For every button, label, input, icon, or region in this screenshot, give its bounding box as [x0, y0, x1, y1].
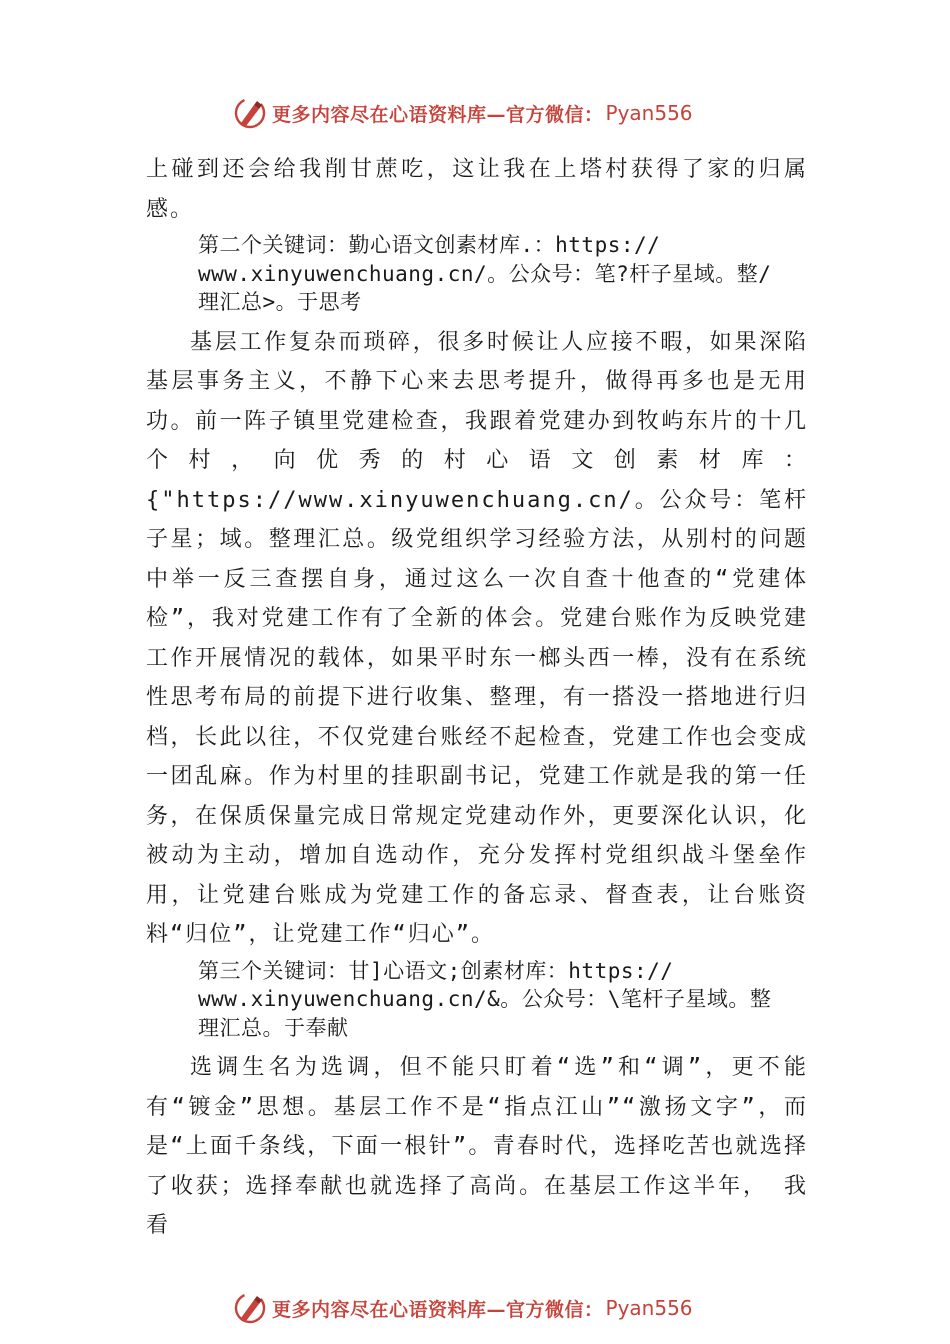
ink-pen-logo-icon [232, 1290, 268, 1326]
keyword-2-heading [198, 231, 808, 317]
keyword-3-line-3: 理汇总。于奉献 [198, 1015, 349, 1040]
footer-wechat-handle: Pyan556 [605, 1296, 693, 1320]
keyword-3-line-1: 第三个关键词：甘]心语文;创素材库：https:// [198, 958, 674, 983]
document-body [146, 150, 808, 1246]
header-wechat-handle: Pyan556 [605, 101, 693, 125]
keyword-3-heading [198, 957, 808, 1043]
keyword-2-line-2: www.xinyuwenchuang.cn/。公众号：笔?杆子星域。整/ [198, 261, 772, 286]
keyword-2-line-3: 理汇总>。于思考 [198, 290, 362, 314]
header-watermark [232, 95, 693, 131]
footer-brand-text: 更多内容尽在心语资料库—官方微信： [272, 1298, 604, 1321]
header-brand-text: 更多内容尽在心语资料库—官方微信： [272, 103, 604, 126]
paragraph-1: 上碰到还会给我削甘蔗吃，这让我在上塔村获得了家的归属感。 [146, 157, 808, 222]
footer-watermark [232, 1290, 693, 1326]
ink-pen-logo-icon [232, 95, 268, 131]
paragraph-2: 基层工作复杂而琐碎，很多时候让人应接不暇，如果深陷基层事务主义，不静下心来去思考提升，做得再多也是无用功。前一阵子镇里党建检查，我跟着党建办到牧屿东片的十几个村，向优秀的村心语文创素材库：{"https://www.xinyuwenchuang.cn/。公众号：笔杆子星；域。整理汇总。级党组织学习经验方法，从别村的问题中举一反三查摆自身，通过这么一次自查十他查的“党建体检”，我对党建工作有了全新的体会。党建台账作为反映党建工作开展情况的载体，如果平时东一榔头西一棒，没有在系统性思考布局的前提下进行收集、整理，有一搭没一搭地进行归档，长此以往，不仅党建台账经不起检查，党建工作也会变成一团乱麻。作为村里的挂职副书记，党建工作就是我的第一任务，在保质保量完成日常规定党建动作外，更要深化认识，化被动为主动，增加自选动作，充分发挥村党组织战斗堡垒作用，让党建台账成为党建工作的备忘录、督查表，让台账资料“归位”，让党建工作“归心”。 [146, 329, 808, 947]
keyword-3-line-2: www.xinyuwenchuang.cn/&。公众号：\笔杆子星域。整 [198, 987, 772, 1011]
keyword-2-line-1: 第二个关键词：勤心语文创素材库.：https:// [198, 233, 661, 257]
paragraph-3: 选调生名为选调，但不能只盯着“选”和“调”，更不能有“镀金”思想。基层工作不是“指点江山”“激扬文字”，而是“上面千条线，下面一根针”。青春时代，选择吃苦也就选择了收获；选择奉献也就选择了高尚。在基层工作这半年， 我看 [146, 1055, 808, 1238]
